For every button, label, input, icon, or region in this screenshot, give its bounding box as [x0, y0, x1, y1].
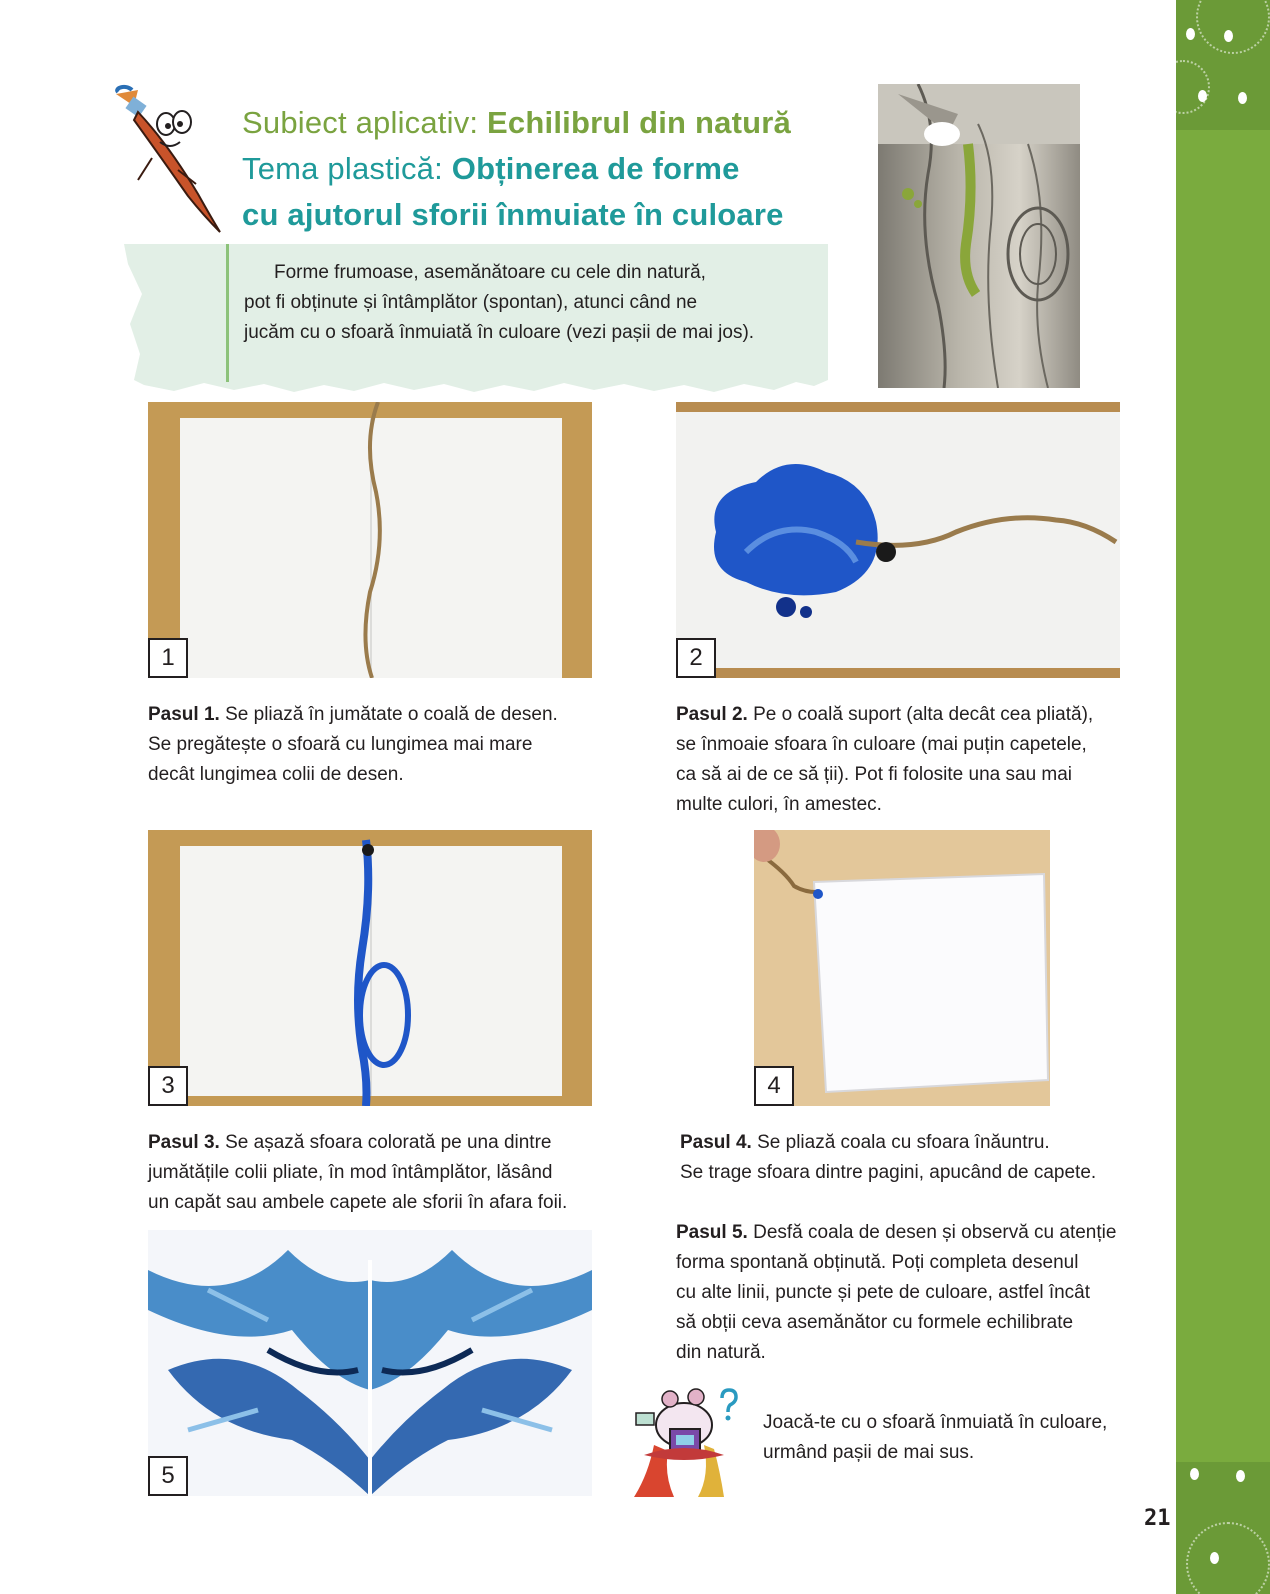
decor-dot: [1224, 30, 1233, 42]
step-2-photo: [676, 402, 1120, 678]
step-line: multe culori, în amestec.: [676, 794, 882, 815]
decor-dot: [1210, 1552, 1219, 1564]
step-number-badge: 1: [148, 638, 188, 678]
side-green-band: [1176, 0, 1270, 1594]
decor-dot: [1186, 28, 1195, 40]
title-line-1: [242, 100, 802, 146]
step-number-badge: 5: [148, 1456, 188, 1496]
step-5-photo: [148, 1230, 592, 1496]
decor-ring: [1176, 60, 1210, 114]
decor-ring: [1196, 0, 1270, 54]
step-line: Se pregătește o sfoară cu lungimea mai mare: [148, 734, 533, 755]
decor-ring: [1186, 1522, 1270, 1594]
step-line-text: Se așază sfoara colorată pe una dintre: [219, 1132, 552, 1153]
step-label: Pasul 1.: [148, 704, 220, 725]
decor-dot: [1236, 1470, 1245, 1482]
step-label: Pasul 2.: [676, 704, 748, 725]
step-line: cu alte linii, puncte și pete de culoare, astfel încât: [676, 1282, 1091, 1303]
title-prefix: Subiect aplicativ:: [242, 105, 488, 140]
step-line-text: Se pliază în jumătate o coală de desen.: [219, 704, 558, 725]
step-line: Se trage sfoara dintre pagini, apucând de capete.: [680, 1162, 1097, 1183]
intro-line: pot fi obținute și întâmplător (spontan), atunci când ne: [244, 292, 698, 313]
intro-line: jucăm cu o sfoară înmuiată în culoare (vezi pașii de mai jos).: [244, 322, 755, 343]
step-line: forma spontană obținută. Poți completa desenul: [676, 1252, 1079, 1273]
closing-line: Joacă-te cu o sfoară înmuiată în culoare,: [763, 1412, 1108, 1433]
title-line-2: [242, 146, 802, 192]
step-line: decât lungimea colii de desen.: [148, 764, 404, 785]
step-3-photo: [148, 830, 592, 1106]
intro-line: Forme frumoase, asemănătoare cu cele din natură,: [274, 262, 706, 283]
paintbrush-mascot-icon: [108, 84, 238, 234]
step-line: se înmoaie sfoara în culoare (mai puțin capetele,: [676, 734, 1087, 755]
step-line: [680, 1128, 1096, 1158]
intro-text: [244, 258, 804, 348]
closing-instruction: [763, 1408, 1107, 1468]
step-line: jumătățile colii pliate, în mod întâmplător, lăsând: [148, 1162, 553, 1183]
decor-dot: [1238, 92, 1247, 104]
step-5-text: [676, 1218, 1116, 1368]
step-label: Pasul 4.: [680, 1132, 752, 1153]
step-label: Pasul 5.: [676, 1222, 748, 1243]
decor-dot: [1198, 90, 1207, 102]
step-label: Pasul 3.: [148, 1132, 220, 1153]
decor-dot: [1190, 1468, 1199, 1480]
step-line-text: Pe o coală suport (alta decât cea pliată),: [747, 704, 1094, 725]
closing-line: urmând pașii de mai sus.: [763, 1442, 975, 1463]
step-line: să obții ceva asemănător cu formele echilibrate: [676, 1312, 1074, 1333]
step-line: din natură.: [676, 1342, 766, 1363]
step-4-text: [680, 1128, 1096, 1188]
step-3-text: [148, 1128, 567, 1218]
step-line: [676, 700, 1093, 730]
step-1-photo: [148, 402, 592, 678]
step-line: ca să ai de ce să ții). Pot fi folosite una sau mai: [676, 764, 1073, 785]
step-number-badge: 3: [148, 1066, 188, 1106]
intro-rule: [226, 244, 229, 382]
step-line-text: Se pliază coala cu sfoara înăuntru.: [751, 1132, 1050, 1153]
question-mark-icon: [718, 1388, 740, 1422]
step-2-text: [676, 700, 1093, 820]
page-number: 21: [1144, 1506, 1171, 1531]
step-1-text: [148, 700, 558, 790]
side-dots-bottom: [1176, 1462, 1270, 1594]
step-line: [148, 700, 558, 730]
title-line-3: [242, 192, 802, 238]
step-number-badge: 2: [676, 638, 716, 678]
tree-bark-photo: [878, 84, 1080, 388]
title-prefix: Tema plastică:: [242, 151, 452, 186]
title-theme: Obținerea de forme: [451, 151, 740, 186]
title-subject: Echilibrul din natură: [487, 105, 791, 140]
step-line: [148, 1128, 567, 1158]
title-theme-continued: cu ajutorul sforii înmuiate în culoare: [242, 197, 784, 232]
step-4-photo: [754, 830, 1050, 1106]
step-line: un capăt sau ambele capete ale sforii în afara foii.: [148, 1192, 568, 1213]
step-number-badge: 4: [754, 1066, 794, 1106]
page-title: [242, 100, 802, 238]
step-line-text: Desfă coala de desen și observă cu atenție: [747, 1222, 1117, 1243]
side-dots-top: [1176, 0, 1270, 130]
step-line: [676, 1218, 1116, 1248]
